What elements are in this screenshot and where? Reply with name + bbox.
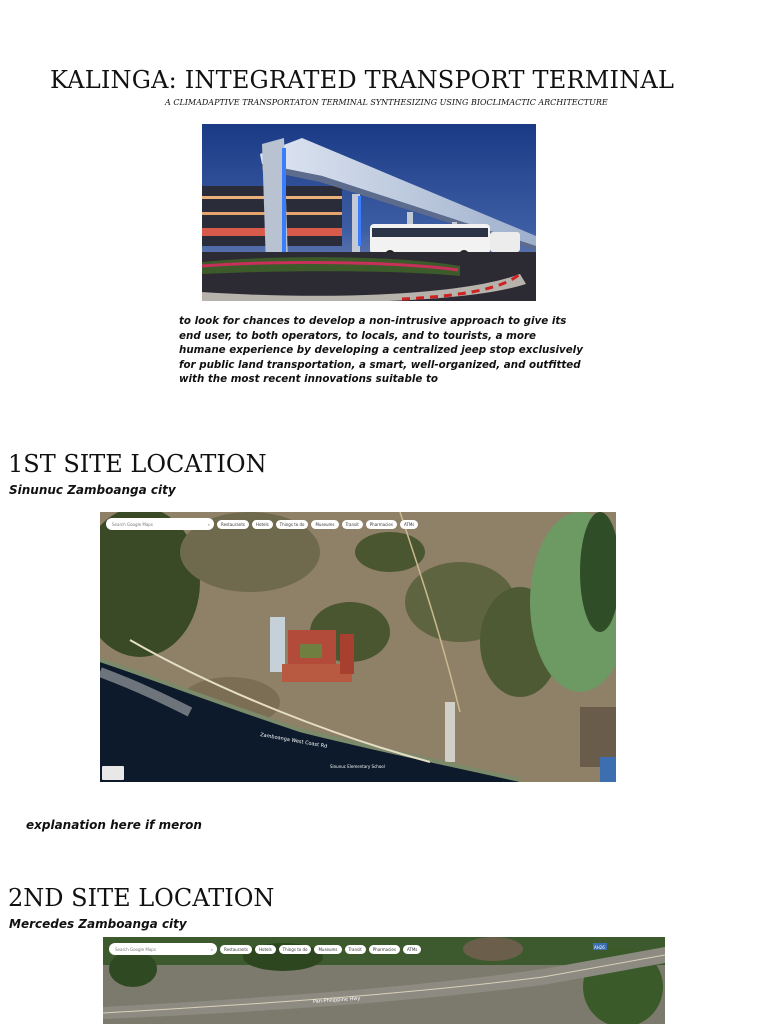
map-toolbar-1	[106, 518, 418, 530]
map-search-placeholder: Search Google Maps	[112, 521, 153, 527]
search-icon[interactable]: ⌕	[210, 946, 213, 952]
map-chip-things-to-do[interactable]: Things to do	[279, 945, 312, 954]
map-chip-hotels[interactable]: Hotels	[255, 945, 276, 954]
terminal-photo	[202, 124, 536, 301]
map-toolbar-2	[109, 943, 421, 955]
map-chip-atms[interactable]: ATMs	[403, 945, 421, 954]
site-map-1[interactable]	[100, 512, 616, 782]
map-search-input[interactable]	[106, 518, 214, 530]
section-subheading-2: Mercedes Zamboanga city	[9, 917, 187, 931]
section-heading-1: 1ST SITE LOCATION	[8, 450, 267, 478]
map-chip-transit[interactable]: Transit	[345, 945, 366, 954]
document-subtitle: A CLIMADAPTIVE TRANSPORTATON TERMINAL SYNTHESIZING USING BIOCLIMACTIC ARCHITECTURE	[165, 98, 608, 107]
map-chip-pharmacies[interactable]: Pharmacies	[366, 520, 397, 529]
map-chip-hotels[interactable]: Hotels	[252, 520, 273, 529]
document-title: KALINGA: INTEGRATED TRANSPORT TERMINAL	[50, 66, 675, 94]
map-label-road: Zamboanga West Coast Rd	[259, 732, 328, 750]
map-label-highway: Pan-Philippine Hwy	[312, 995, 361, 1005]
section-subheading-1: Sinunuc Zamboanga city	[9, 483, 176, 497]
map-label-school: Sinunuc Elementary School	[330, 764, 385, 769]
map-chip-pharmacies[interactable]: Pharmacies	[369, 945, 400, 954]
map-chip-restaurants[interactable]: Restaurants	[220, 945, 252, 954]
map-search-input[interactable]	[109, 943, 217, 955]
section-note-1: explanation here if meron	[26, 818, 202, 832]
map-search-placeholder: Search Google Maps	[115, 946, 156, 952]
map-chip-atms[interactable]: ATMs	[400, 520, 418, 529]
map-label-route: AH26	[594, 945, 605, 950]
site-map-2[interactable]	[103, 937, 665, 1024]
map-chip-transit[interactable]: Transit	[342, 520, 363, 529]
intro-paragraph: to look for chances to develop a non-intrusive approach to give its end user, to both operators, to locals, and to tourists, a more humane experience by developing a centralized jeep stop exclusively for public land transportation, a smart, well-organized, and outfitted with the most recent innovations suitable to	[179, 315, 583, 386]
map-chip-museums[interactable]: Museums	[311, 520, 338, 529]
map-chip-things-to-do[interactable]: Things to do	[276, 520, 309, 529]
section-heading-2: 2ND SITE LOCATION	[8, 884, 275, 912]
map-chip-museums[interactable]: Museums	[314, 945, 341, 954]
search-icon[interactable]: ⌕	[207, 521, 210, 527]
map-chip-restaurants[interactable]: Restaurants	[217, 520, 249, 529]
